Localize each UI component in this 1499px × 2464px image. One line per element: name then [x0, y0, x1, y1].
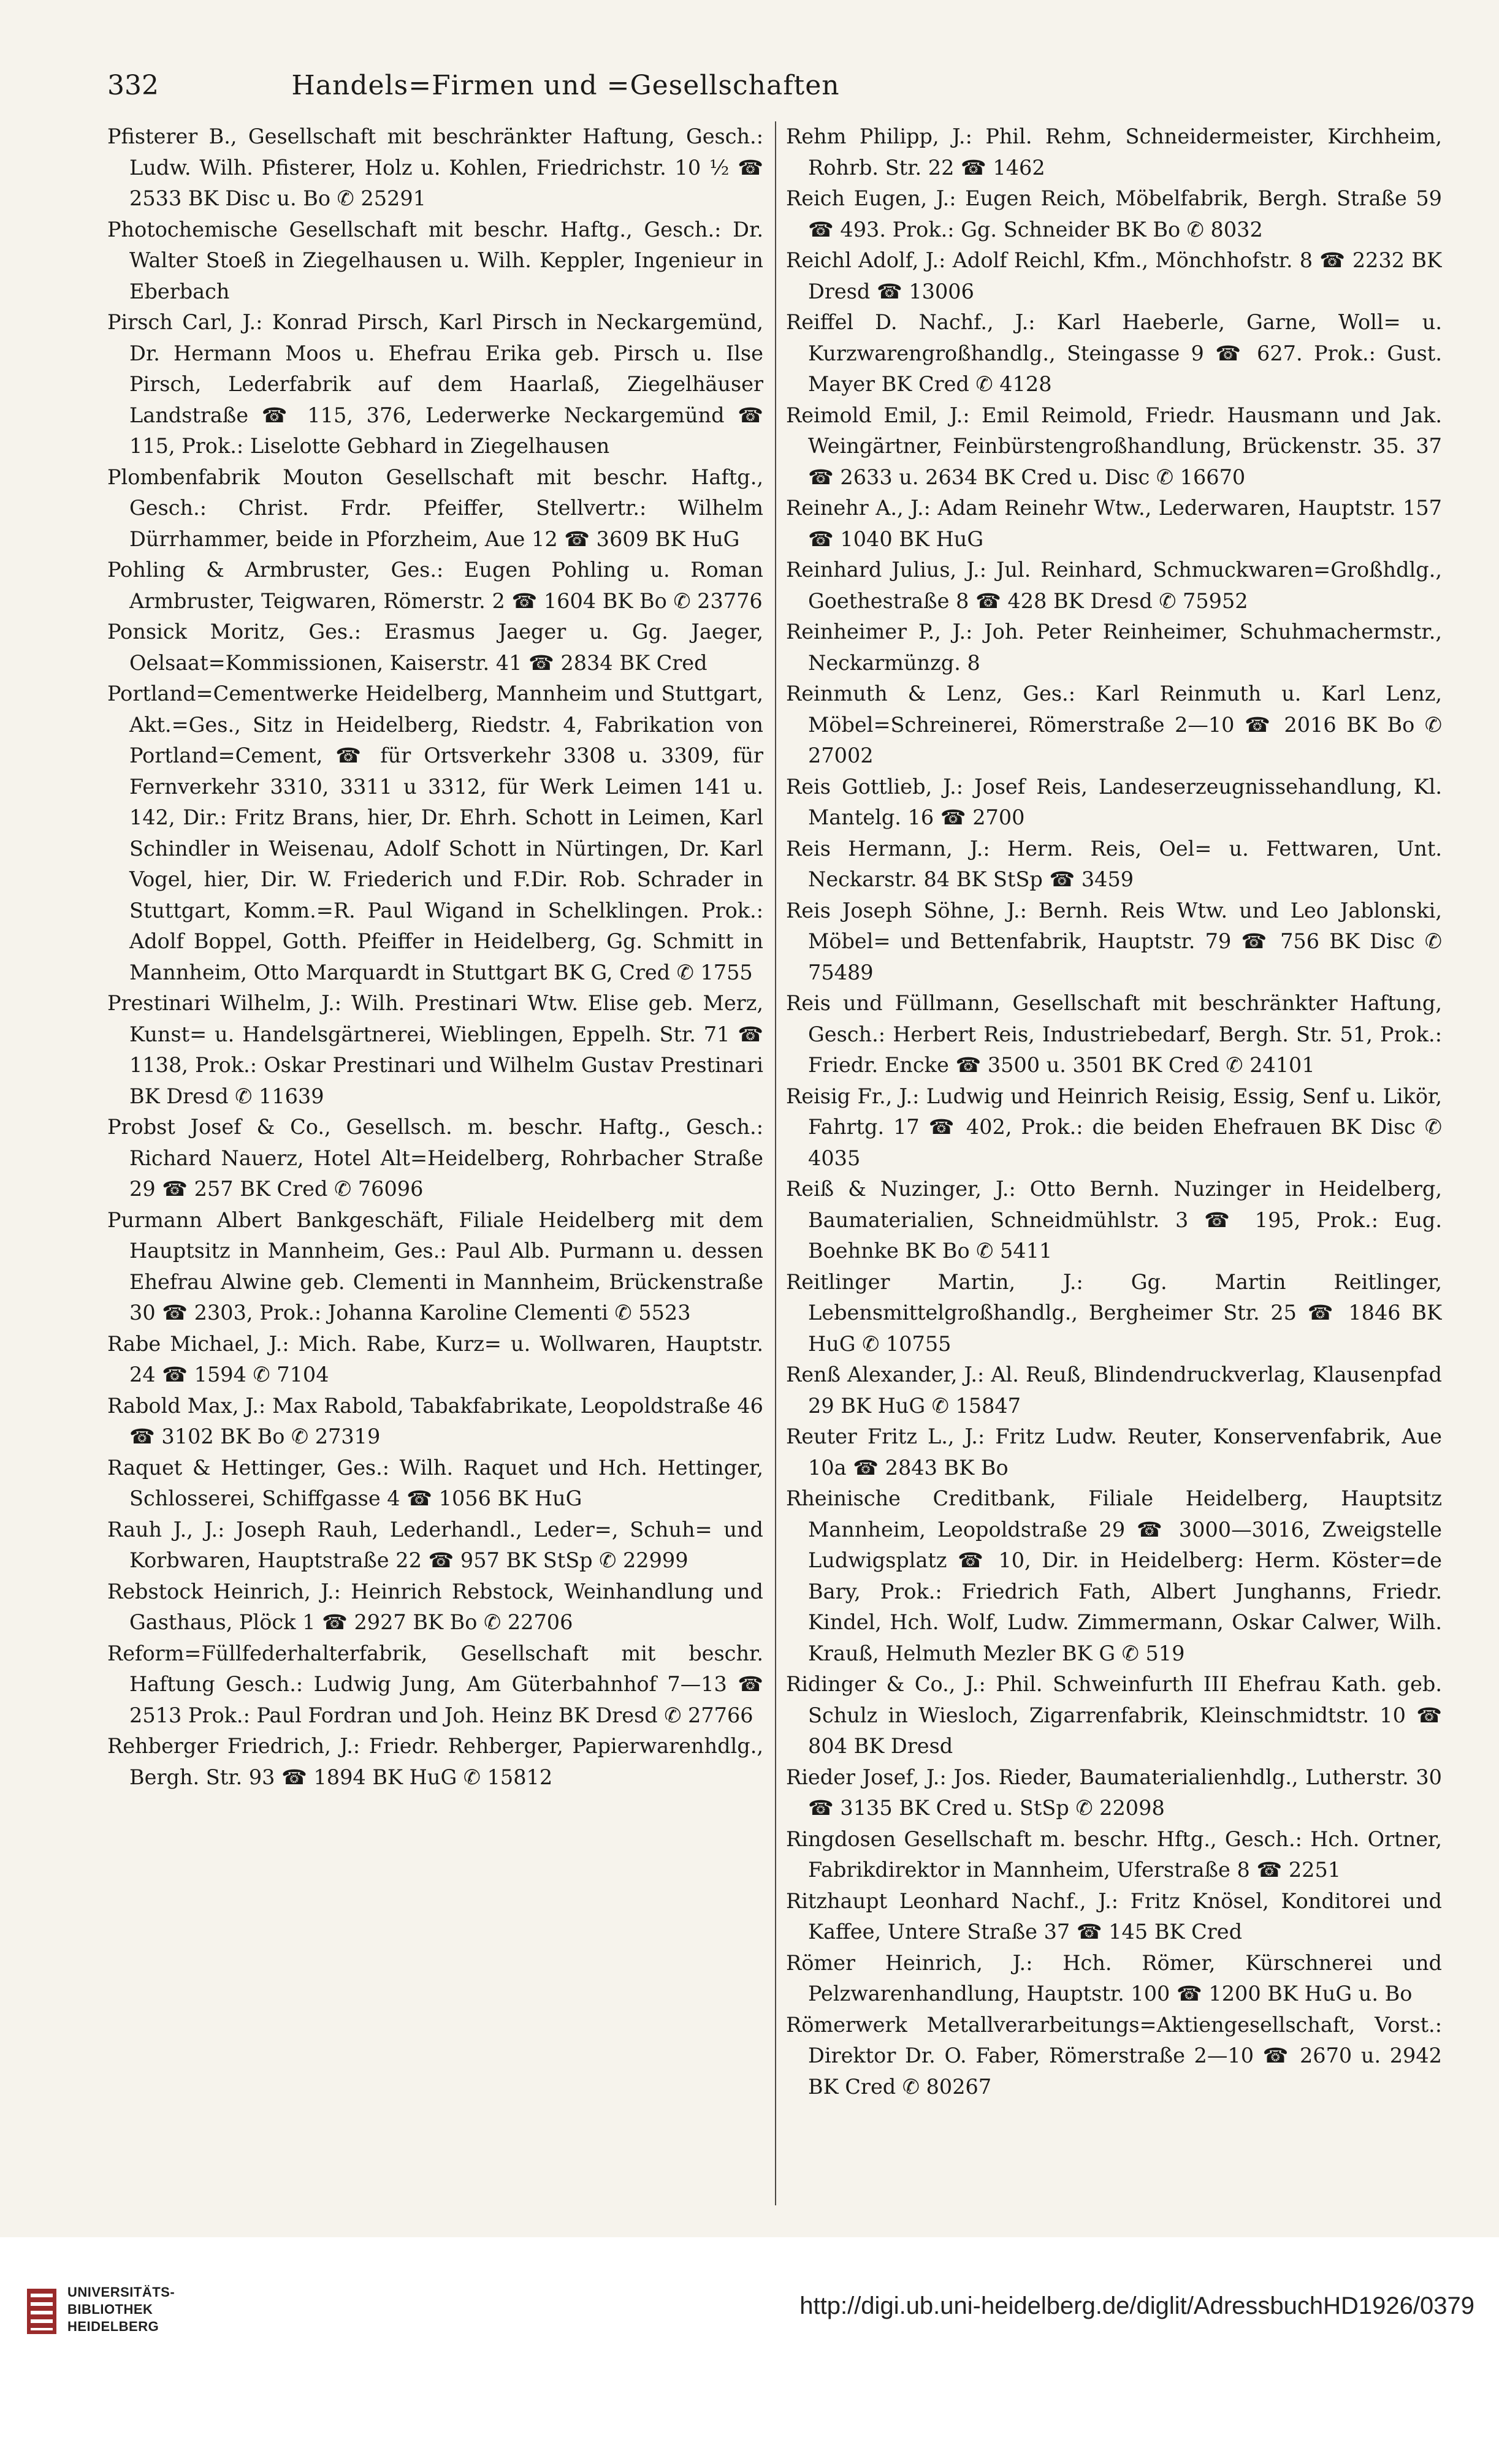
- directory-entry: Photochemische Gesellschaft mit beschr. Haftg., Gesch.: Dr. Walter Stoeß in Ziegelhausen u. Wilh. Keppler, Ingenieur in Eberbach: [107, 217, 763, 303]
- directory-entry: Rebstock Heinrich, J.: Heinrich Rebstock, Weinhandlung und Gasthaus, Plöck 1 ☎ 2927 BK Bo ✆ 22706: [107, 1579, 763, 1634]
- directory-entry: Portland=Cementwerke Heidelberg, Mannheim und Stuttgart, Akt.=Ges., Sitz in Heidelberg, Riedstr. 4, Fabrikation von Portland=Cement, ☎ für Ortsverkehr 3308 u. 3309, für Fernverkehr 3310, 3311 u 3312, für Werk Leimen 141 u. 142, Dir.: Fritz Brans, hier, Dr. Ehrh. Schott in Leimen, Karl Schindler in Weisenau, Adolf Schott in Nürtingen, Dr. Karl Vogel, hier, Dir. W. Friederich und F.Dir. Rob. Schrader in Stuttgart, Komm.=R. Paul Wigand in Schelklingen. Prok.: Adolf Boppel, Gotth. Pfeiffer in Heidelberg, Gg. Schmitt in Mannheim, Otto Marquardt in Stuttgart BK G, Cred ✆ 1755: [107, 682, 763, 984]
- directory-entry: Rabe Michael, J.: Mich. Rabe, Kurz= u. Wollwaren, Hauptstr. 24 ☎ 1594 ✆ 7104: [107, 1331, 763, 1386]
- directory-entry: Reichl Adolf, J.: Adolf Reichl, Kfm., Mönchhofstr. 8 ☎ 2232 BK Dresd ☎ 13006: [786, 248, 1442, 303]
- library-logo[interactable]: [25, 2280, 208, 2348]
- directory-entry: Reis und Füllmann, Gesellschaft mit beschränkter Haftung, Gesch.: Herbert Reis, Industriebedarf, Bergh. Str. 51, Prok.: Friedr. Encke ☎ 3500 u. 3501 BK Cred ✆ 24101: [786, 991, 1442, 1077]
- directory-entry: Ponsick Moritz, Ges.: Erasmus Jaeger u. Gg. Jaeger, Oelsaat=Kommissionen, Kaiserstr. 41 ☎ 2834 BK Cred: [107, 620, 763, 675]
- right-column: [786, 121, 1442, 2205]
- directory-entry: Reis Hermann, J.: Herm. Reis, Oel= u. Fettwaren, Unt. Neckarstr. 84 BK StSp ☎ 3459: [786, 836, 1442, 891]
- directory-entry: Reis Joseph Söhne, J.: Bernh. Reis Wtw. und Leo Jablonski, Möbel= und Bettenfabrik, Hauptstr. 79 ☎ 756 BK Disc ✆ 75489: [786, 898, 1442, 984]
- page-title: Handels=Firmen und =Gesellschaften: [291, 70, 840, 101]
- directory-entry: Reuter Fritz L., J.: Fritz Ludw. Reuter, Konservenfabrik, Aue 10a ☎ 2843 BK Bo: [786, 1424, 1442, 1480]
- left-column: [107, 121, 763, 2205]
- logo-text: [67, 2284, 215, 2335]
- directory-entry: Ridinger & Co., J.: Phil. Schweinfurth III Ehefrau Kath. geb. Schulz in Wiesloch, Zigarrenfabrik, Kleinschmidtstr. 10 ☎ 804 BK Dresd: [786, 1672, 1442, 1758]
- directory-entry: Reich Eugen, J.: Eugen Reich, Möbelfabrik, Bergh. Straße 59 ☎ 493. Prok.: Gg. Schneider BK Bo ✆ 8032: [786, 186, 1442, 241]
- footer-bar: [0, 2237, 1499, 2464]
- directory-entry: Reinheimer P., J.: Joh. Peter Reinheimer, Schuhmachermstr., Neckarmünzg. 8: [786, 620, 1442, 675]
- page-header: [107, 64, 1024, 107]
- directory-entry: Rabold Max, J.: Max Rabold, Tabakfabrikate, Leopoldstraße 46 ☎ 3102 BK Bo ✆ 27319: [107, 1393, 763, 1448]
- column-divider: [775, 121, 776, 2205]
- directory-entry: Reiffel D. Nachf., J.: Karl Haeberle, Garne, Woll= u. Kurzwarengroßhandlg., Steingasse 9 ☎ 627. Prok.: Gust. Mayer BK Cred ✆ 4128: [786, 310, 1442, 396]
- directory-entry: Raquet & Hettinger, Ges.: Wilh. Raquet und Hch. Hettinger, Schlosserei, Schiffgasse 4 ☎ 1056 BK HuG: [107, 1455, 763, 1510]
- directory-entry: Römer Heinrich, J.: Hch. Römer, Kürschnerei und Pelzwarenhandlung, Hauptstr. 100 ☎ 1200 BK HuG u. Bo: [786, 1950, 1442, 2006]
- directory-entry: Rehberger Friedrich, J.: Friedr. Rehberger, Papierwarenhdlg., Bergh. Str. 93 ☎ 1894 BK HuG ✆ 15812: [107, 1734, 763, 1789]
- directory-entry: Renß Alexander, J.: Al. Reuß, Blindendruckverlag, Klausenpfad 29 BK HuG ✆ 15847: [786, 1363, 1442, 1418]
- directory-entry: Pohling & Armbruster, Ges.: Eugen Pohling u. Roman Armbruster, Teigwaren, Römerstr. 2 ☎ 1604 BK Bo ✆ 23776: [107, 558, 763, 613]
- directory-entry: Reinhard Julius, J.: Jul. Reinhard, Schmuckwaren=Großhdlg., Goethestraße 8 ☎ 428 BK Dresd ✆ 75952: [786, 558, 1442, 613]
- directory-entry: Purmann Albert Bankgeschäft, Filiale Heidelberg mit dem Hauptsitz in Mannheim, Ges.: Paul Alb. Purmann u. dessen Ehefrau Alwine geb. Clementi in Mannheim, Brückenstraße 30 ☎ 2303, Prok.: Johanna Karoline Clementi ✆ 5523: [107, 1207, 763, 1325]
- directory-entry: Ritzhaupt Leonhard Nachf., J.: Fritz Knösel, Konditorei und Kaffee, Untere Straße 37 ☎ 145 BK Cred: [786, 1888, 1442, 1944]
- directory-entry: Reimold Emil, J.: Emil Reimold, Friedr. Hausmann und Jak. Weingärtner, Feinbürstengroßhandlung, Brückenstr. 35. 37 ☎ 2633 u. 2634 BK Cred u. Disc ✆ 16670: [786, 403, 1442, 489]
- directory-entry: Rauh J., J.: Joseph Rauh, Lederhandl., Leder=, Schuh= und Korbwaren, Hauptstraße 22 ☎ 957 BK StSp ✆ 22999: [107, 1517, 763, 1572]
- logo-line: BIBLIOTHEK: [67, 2302, 153, 2317]
- directory-entry: Reis Gottlieb, J.: Josef Reis, Landeserzeugnissehandlung, Kl. Mantelg. 16 ☎ 2700: [786, 774, 1442, 829]
- directory-entry: Reinmuth & Lenz, Ges.: Karl Reinmuth u. Karl Lenz, Möbel=Schreinerei, Römerstraße 2—10 ☎ 2016 BK Bo ✆ 27002: [786, 682, 1442, 767]
- page-number: 332: [107, 70, 159, 101]
- directory-entry: Rehm Philipp, J.: Phil. Rehm, Schneidermeister, Kirchheim, Rohrb. Str. 22 ☎ 1462: [786, 124, 1442, 180]
- directory-entry: Reinehr A., J.: Adam Reinehr Wtw., Lederwaren, Hauptstr. 157 ☎ 1040 BK HuG: [786, 496, 1442, 551]
- directory-entry: Pirsch Carl, J.: Konrad Pirsch, Karl Pirsch in Neckargemünd, Dr. Hermann Moos u. Ehefrau Erika geb. Pirsch u. Ilse Pirsch, Lederfabrik auf dem Haarlaß, Ziegelhäuser Landstraße ☎ 115, 376, Lederwerke Neckargemünd ☎ 115, Prok.: Liselotte Gebhard in Ziegelhausen: [107, 310, 763, 458]
- directory-entry: Römerwerk Metallverarbeitungs=Aktiengesellschaft, Vorst.: Direktor Dr. O. Faber, Römerstraße 2—10 ☎ 2670 u. 2942 BK Cred ✆ 80267: [786, 2012, 1442, 2099]
- directory-entry: Rheinische Creditbank, Filiale Heidelberg, Hauptsitz Mannheim, Leopoldstraße 29 ☎ 3000—3016, Zweigstelle Ludwigsplatz ☎ 10, Dir. in Heidelberg: Herm. Köster=de Bary, Prok.: Friedrich Fath, Albert Junghanns, Friedr. Kindel, Hch. Wolf, Ludw. Zimmermann, Oskar Calwer, Wilh. Krauß, Helmuth Mezler BK G ✆ 519: [786, 1486, 1442, 1665]
- directory-entry: Rieder Josef, J.: Jos. Rieder, Baumaterialienhdlg., Lutherstr. 30 ☎ 3135 BK Cred u. StSp ✆ 22098: [786, 1765, 1442, 1820]
- directory-entry: Reform=Füllfederhalterfabrik, Gesellschaft mit beschr. Haftung Gesch.: Ludwig Jung, Am Güterbahnhof 7—13 ☎ 2513 Prok.: Paul Fordran und Joh. Heinz BK Dresd ✆ 27766: [107, 1641, 763, 1727]
- directory-entry: Reisig Fr., J.: Ludwig und Heinrich Reisig, Essig, Senf u. Likör, Fahrtg. 17 ☎ 402, Prok.: die beiden Ehefrauen BK Disc ✆ 4035: [786, 1084, 1442, 1170]
- directory-entry: Ringdosen Gesellschaft m. beschr. Hftg., Gesch.: Hch. Ortner, Fabrikdirektor in Mannheim, Uferstraße 8 ☎ 2251: [786, 1827, 1442, 1882]
- logo-line: UNIVERSITÄTS-: [67, 2284, 175, 2300]
- logo-line: HEIDELBERG: [67, 2319, 159, 2334]
- library-seal-icon: [25, 2286, 59, 2337]
- directory-entry: Probst Josef & Co., Gesellsch. m. beschr. Haftg., Gesch.: Richard Nauerz, Hotel Alt=Heidelberg, Rohrbacher Straße 29 ☎ 257 BK Cred ✆ 76096: [107, 1115, 763, 1201]
- source-url-link[interactable]: http://digi.ub.uni-heidelberg.de/diglit/AdressbuchHD1926/0379: [799, 2292, 1474, 2319]
- directory-entry: Pfisterer B., Gesellschaft mit beschränkter Haftung, Gesch.: Ludw. Wilh. Pfisterer, Holz u. Kohlen, Friedrichstr. 10 ½ ☎ 2533 BK Disc u. Bo ✆ 25291: [107, 124, 763, 210]
- directory-entry: Reitlinger Martin, J.: Gg. Martin Reitlinger, Lebensmittelgroßhandlg., Bergheimer Str. 25 ☎ 1846 BK HuG ✆ 10755: [786, 1269, 1442, 1356]
- directory-entry: Plombenfabrik Mouton Gesellschaft mit beschr. Haftg., Gesch.: Christ. Frdr. Pfeiffer, Stellvertr.: Wilhelm Dürrhammer, beide in Pforzheim, Aue 12 ☎ 3609 BK HuG: [107, 465, 763, 551]
- directory-entry: Prestinari Wilhelm, J.: Wilh. Prestinari Wtw. Elise geb. Merz, Kunst= u. Handelsgärtnerei, Wieblingen, Eppelh. Str. 71 ☎ 1138, Prok.: Oskar Prestinari und Wilhelm Gustav Prestinari BK Dresd ✆ 11639: [107, 991, 763, 1108]
- directory-entry: Reiß & Nuzinger, J.: Otto Bernh. Nuzinger in Heidelberg, Baumaterialien, Schneidmühlstr. 3 ☎ 195, Prok.: Eug. Boehnke BK Bo ✆ 5411: [786, 1177, 1442, 1263]
